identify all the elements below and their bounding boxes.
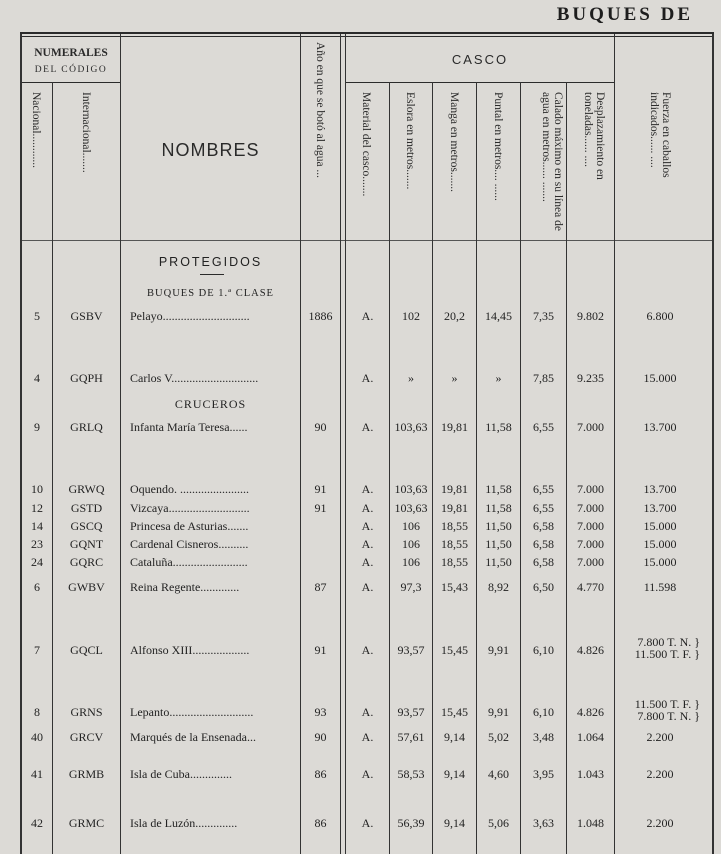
- cell-year: 87: [314, 580, 327, 594]
- section-cruceros: CRUCEROS: [174, 397, 247, 411]
- cell-eslora: 97,3: [400, 580, 422, 594]
- cell-manga: »: [451, 371, 458, 385]
- material-header: Material del casco.......: [360, 92, 372, 197]
- cell-manga: 15,45: [441, 643, 468, 657]
- cell-calado: 6,50: [533, 580, 554, 594]
- cell-name: Isla de Luzón..............: [130, 816, 238, 830]
- cell-intl: GQNT: [69, 537, 104, 551]
- cell-calado: 7,35: [533, 309, 554, 323]
- cell-puntal: 11,58: [485, 482, 512, 496]
- cell-year: 86: [314, 816, 327, 830]
- cell-nac: 40: [31, 730, 43, 744]
- cell-calado: 3,95: [533, 767, 554, 781]
- cell-fuerza: 2.200: [646, 767, 674, 781]
- cell-despl: 4.770: [577, 580, 604, 594]
- puntal-header: Puntal en metros.... ......: [492, 92, 504, 201]
- cell-name: Marqués de la Ensenada...: [130, 730, 256, 744]
- cell-name: Pelayo.............................: [130, 309, 250, 323]
- cell-mat: A.: [361, 309, 374, 323]
- eslora-header: Eslora en metros.......: [404, 92, 416, 190]
- cell-mat: A.: [361, 420, 374, 434]
- cell-puntal: 5,06: [488, 816, 509, 830]
- cell-fuerza-brace: [610, 698, 700, 722]
- del-codigo-header: DEL CÓDIGO: [34, 65, 108, 75]
- cell-eslora: 93,57: [397, 643, 425, 657]
- cell-fuerza: 11.598: [643, 580, 677, 594]
- cell-name: Cataluña.........................: [130, 555, 248, 569]
- cell-name: Isla de Cuba..............: [130, 767, 232, 781]
- cell-nac: 5: [34, 309, 40, 323]
- cell-calado: 7,85: [533, 371, 554, 385]
- cell-calado: 6,55: [533, 501, 554, 515]
- cell-nac: 6: [34, 580, 40, 594]
- cell-intl: GQCL: [70, 643, 103, 657]
- fuerza-header: Fuerza en caballos indicados...... ....: [648, 92, 672, 178]
- cell-fuerza: 15.000: [643, 537, 677, 551]
- cell-intl: GQRC: [69, 555, 104, 569]
- cell-manga: 18,55: [441, 537, 468, 551]
- cell-manga: 19,81: [441, 482, 468, 496]
- cell-year: 90: [314, 730, 327, 744]
- cell-fuerza-brace: [610, 636, 700, 660]
- cell-mat: A.: [361, 643, 374, 657]
- cell-name: Alfonso XIII...................: [130, 643, 250, 657]
- section-buques-1a: BUQUES DE 1.ª CLASE: [147, 288, 274, 299]
- calado-header: Calado máximo en su línea de agua en metros...... .......: [540, 92, 564, 231]
- cell-intl: GSCQ: [70, 519, 103, 533]
- cell-mat: A.: [361, 730, 374, 744]
- col-rule-ano-a: [340, 34, 341, 854]
- cell-mat: A.: [361, 705, 374, 719]
- cell-year: 86: [314, 767, 327, 781]
- cell-puntal: 9,91: [488, 705, 509, 719]
- cell-mat: A.: [361, 537, 374, 551]
- casco-rule: [346, 82, 614, 83]
- cell-despl: 1.064: [577, 730, 604, 744]
- cell-puntal: 9,91: [488, 643, 509, 657]
- page-title: BUQUES DE: [556, 4, 693, 25]
- cell-calado: 6,10: [533, 705, 554, 719]
- cell-eslora: 103,63: [394, 482, 428, 496]
- cell-intl: GRNS: [70, 705, 103, 719]
- cell-name: Princesa de Asturias.......: [130, 519, 249, 533]
- cell-year: 91: [314, 482, 327, 496]
- cell-calado: 6,55: [533, 420, 554, 434]
- cell-fuerza: 15.000: [643, 555, 677, 569]
- cell-intl: GWBV: [68, 580, 105, 594]
- cell-manga: 9,14: [444, 816, 465, 830]
- col-rule-right: [712, 34, 714, 854]
- cell-intl: GRMC: [68, 816, 105, 830]
- cell-year: 90: [314, 420, 327, 434]
- casco-header: CASCO: [451, 52, 509, 67]
- cell-fuerza: 11.500 T. F. }: [634, 697, 700, 711]
- cell-puntal: 11,50: [485, 555, 512, 569]
- cell-eslora: 93,57: [397, 705, 425, 719]
- cell-calado: 6,10: [533, 643, 554, 657]
- cell-name: Cardenal Cisneros..........: [130, 537, 249, 551]
- cell-fuerza: 2.200: [646, 730, 674, 744]
- desplazamiento-header: Desplazamiento en toneladas...... ....: [582, 92, 606, 180]
- cell-despl: 7.000: [577, 501, 604, 515]
- cell-fuerza: 13.700: [643, 501, 677, 515]
- cell-despl: 7.000: [577, 482, 604, 496]
- cell-nac: 12: [31, 501, 43, 515]
- cell-fuerza: 6.800: [646, 309, 674, 323]
- cell-manga: 9,14: [444, 730, 465, 744]
- cell-fuerza: 2.200: [646, 816, 674, 830]
- cell-year: 1886: [308, 309, 333, 323]
- cell-mat: A.: [361, 555, 374, 569]
- cell-intl: GSTD: [70, 501, 103, 515]
- cell-nac: 7: [34, 643, 40, 657]
- cell-eslora: 106: [402, 537, 420, 551]
- cell-name: Oquendo. .......................: [130, 482, 249, 496]
- cell-despl: 7.000: [577, 519, 604, 533]
- cell-puntal: 4,60: [488, 767, 509, 781]
- cell-fuerza: 15.000: [643, 371, 677, 385]
- cell-despl: 9.235: [577, 371, 604, 385]
- cell-puntal: 8,92: [488, 580, 509, 594]
- cell-nac: 10: [31, 482, 43, 496]
- cell-name: Reina Regente.............: [130, 580, 240, 594]
- cell-puntal: »: [495, 371, 502, 385]
- cell-nac: 23: [31, 537, 43, 551]
- cell-name: Vizcaya...........................: [130, 501, 250, 515]
- cell-mat: A.: [361, 371, 374, 385]
- cell-eslora: »: [408, 371, 414, 385]
- cell-fuerza-secondary: 7.800 T. N. }: [637, 709, 700, 723]
- cell-eslora: 57,61: [397, 730, 425, 744]
- cell-nac: 8: [34, 705, 40, 719]
- nombres-header: NOMBRES: [161, 140, 260, 160]
- cell-puntal: 11,50: [485, 537, 512, 551]
- cell-intl: GSBV: [70, 309, 103, 323]
- internacional-header: Internacional.......: [80, 92, 92, 173]
- cell-year: 93: [314, 705, 327, 719]
- cell-mat: A.: [361, 580, 374, 594]
- cell-manga: 18,55: [441, 555, 468, 569]
- cell-manga: 19,81: [441, 501, 468, 515]
- cell-nac: 4: [34, 371, 40, 385]
- numerales-header: NUMERALES: [34, 47, 108, 59]
- cell-name: Carlos V.............................: [130, 371, 259, 385]
- cell-fuerza: 15.000: [643, 519, 677, 533]
- cell-despl: 7.000: [577, 420, 604, 434]
- cell-fuerza-secondary: 11.500 T. F. }: [634, 647, 700, 661]
- cell-fuerza: 7.800 T. N. }: [637, 635, 700, 649]
- cell-eslora: 58,53: [397, 767, 425, 781]
- cell-puntal: 5,02: [488, 730, 509, 744]
- cell-despl: 7.000: [577, 555, 604, 569]
- cell-manga: 19,81: [441, 420, 468, 434]
- cell-mat: A.: [361, 501, 374, 515]
- cell-calado: 6,58: [533, 519, 554, 533]
- cell-despl: 4.826: [577, 643, 604, 657]
- cell-mat: A.: [361, 816, 374, 830]
- cell-manga: 15,45: [441, 705, 468, 719]
- cell-eslora: 106: [402, 519, 420, 533]
- cell-intl: GRMB: [68, 767, 105, 781]
- cell-intl: GRLQ: [70, 420, 103, 434]
- manga-header: Manga en metros.......: [448, 92, 460, 192]
- numerales-rule: [22, 82, 120, 83]
- nacional-header: Nacional............: [30, 92, 42, 169]
- cell-intl: GRCV: [69, 730, 104, 744]
- cell-nac: 42: [31, 816, 43, 830]
- cell-puntal: 11,50: [485, 519, 512, 533]
- cell-year: 91: [314, 643, 327, 657]
- cell-eslora: 103,63: [394, 501, 428, 515]
- cell-puntal: 11,58: [485, 420, 512, 434]
- cell-intl: GRWQ: [68, 482, 105, 496]
- top-rule: [20, 32, 714, 34]
- header-bottom-rule: [22, 240, 714, 241]
- cell-nac: 41: [31, 767, 43, 781]
- cell-nac: 9: [34, 420, 40, 434]
- cell-name: Lepanto............................: [130, 705, 254, 719]
- cell-calado: 3,48: [533, 730, 554, 744]
- cell-manga: 20,2: [444, 309, 465, 323]
- section-divider: [200, 274, 224, 275]
- cell-calado: 6,55: [533, 482, 554, 496]
- cell-fuerza: 13.700: [643, 482, 677, 496]
- cell-puntal: 14,45: [485, 309, 512, 323]
- cell-puntal: 11,58: [485, 501, 512, 515]
- cell-year: 91: [314, 501, 327, 515]
- cell-calado: 3,63: [533, 816, 554, 830]
- cell-despl: 1.043: [577, 767, 604, 781]
- cell-mat: A.: [361, 519, 374, 533]
- cell-despl: 9.802: [577, 309, 604, 323]
- cell-eslora: 56,39: [397, 816, 425, 830]
- cell-eslora: 106: [402, 555, 420, 569]
- ano-header: Año en que se botó al agua ...: [314, 42, 326, 179]
- cell-manga: 18,55: [441, 519, 468, 533]
- cell-mat: A.: [361, 482, 374, 496]
- cell-eslora: 102: [402, 309, 420, 323]
- section-protegidos: PROTEGIDOS: [158, 255, 263, 269]
- cell-manga: 9,14: [444, 767, 465, 781]
- cell-despl: 1.048: [577, 816, 604, 830]
- cell-calado: 6,58: [533, 537, 554, 551]
- cell-manga: 15,43: [441, 580, 468, 594]
- cell-despl: 4.826: [577, 705, 604, 719]
- cell-intl: GQPH: [70, 371, 103, 385]
- top-rule-thin: [20, 36, 714, 37]
- cell-calado: 6,58: [533, 555, 554, 569]
- cell-eslora: 103,63: [394, 420, 428, 434]
- cell-name: Infanta María Teresa......: [130, 420, 248, 434]
- cell-nac: 24: [31, 555, 43, 569]
- cell-nac: 14: [31, 519, 43, 533]
- cell-fuerza: 13.700: [643, 420, 677, 434]
- cell-mat: A.: [361, 767, 374, 781]
- cell-despl: 7.000: [577, 537, 604, 551]
